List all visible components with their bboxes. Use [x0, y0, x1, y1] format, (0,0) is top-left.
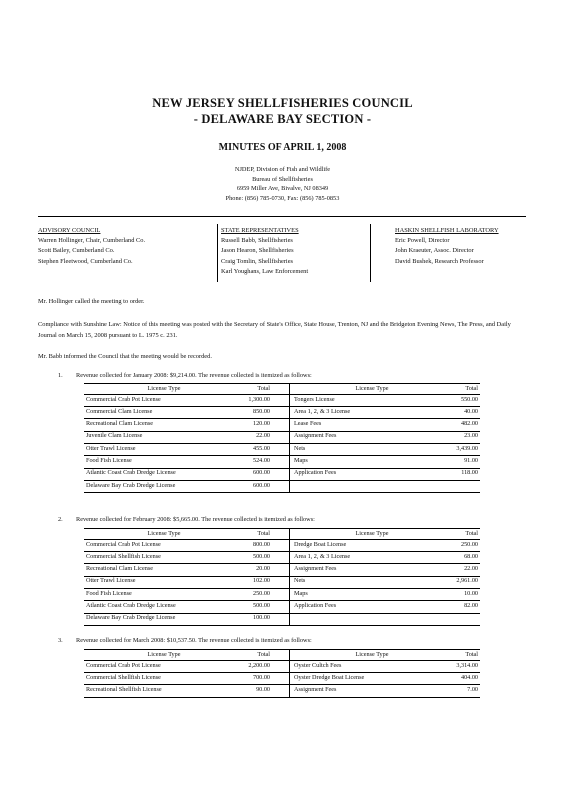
address-line: NJDEP, Division of Fish and Wildlife: [234, 166, 331, 173]
license-type-cell: Commercial Clam License: [86, 407, 153, 415]
total-cell: 2,961.00: [456, 577, 478, 585]
sunshine-law-notice: Compliance with Sunshine Law: Notice of this meeting was posted with the Secretary of State's Office, State House, Trenton, NJ and the Bridgeton Evening News, The Press, and Daily Journal on March 15, 2008 pursuant to L. 1975 c. 231.: [38, 321, 511, 339]
table-row: [84, 456, 480, 469]
column-divider: [217, 224, 218, 282]
license-type-cell: Recreational Clam License: [86, 565, 154, 573]
license-type-cell: Otter Trawl License: [86, 444, 136, 452]
total-cell: 2,200.00: [248, 661, 270, 669]
total-cell: 102.00: [252, 577, 270, 585]
license-type-cell: Juvenile Clam License: [86, 432, 143, 440]
license-type-cell: Food Fish License: [86, 589, 132, 597]
total-cell: 118.00: [461, 469, 478, 477]
header-license-type: License Type: [355, 384, 389, 392]
total-cell: 90.00: [256, 686, 270, 694]
header-license-type: License Type: [355, 650, 389, 658]
table-row: [84, 431, 480, 444]
haskin-lab-column: [395, 226, 499, 267]
license-type-cell: Nets: [294, 444, 306, 452]
total-cell: 20.00: [256, 565, 270, 573]
item-text: Revenue collected for February 2008: $5,665.00. The revenue collected is itemized as follows:: [76, 516, 315, 523]
total-cell: 600.00: [252, 469, 270, 477]
header-total: Total: [465, 650, 478, 658]
license-type-cell: Delaware Bay Crab Dredge License: [86, 614, 176, 622]
org-title: NEW JERSEY SHELLFISHERIES COUNCIL: [152, 96, 413, 110]
table-row: [84, 613, 480, 626]
address-line: Phone: (856) 785-0730, Fax: (856) 785-0853: [225, 194, 340, 202]
total-cell: 524.00: [252, 457, 270, 464]
column-heading: HASKIN SHELLFISH LABORATORY: [395, 227, 499, 234]
recording-notice: Mr. Babb informed the Council that the meeting would be recorded.: [38, 353, 212, 360]
total-cell: 82.00: [464, 602, 478, 609]
license-type-cell: Delaware Bay Crab Dredge License: [86, 481, 176, 489]
total-cell: 700.00: [252, 673, 270, 681]
total-cell: 482.00: [460, 420, 478, 428]
member: Jason Hearon, Shellfisheries: [221, 247, 294, 255]
member: Karl Youghans, Law Enforcement: [221, 267, 309, 275]
total-cell: 250.00: [460, 540, 478, 548]
divider: [38, 216, 526, 217]
total-cell: 455.00: [252, 444, 270, 452]
total-cell: 850.00: [252, 407, 270, 415]
total-cell: 550.00: [460, 395, 478, 403]
item-number: 2.: [58, 516, 63, 523]
member: Eric Powell, Director: [395, 237, 450, 245]
total-cell: 120.00: [252, 420, 270, 428]
member: John Kraeuter, Assoc. Director: [395, 247, 474, 255]
total-cell: 800.00: [252, 540, 270, 548]
license-type-cell: Application Fees: [294, 602, 337, 609]
table-row: [84, 443, 480, 456]
item-number: 3.: [58, 637, 63, 644]
license-type-cell: Assignment Fees: [294, 686, 337, 694]
table-row: [84, 419, 480, 432]
header-license-type: License Type: [147, 384, 181, 392]
total-cell: 91.00: [464, 457, 478, 464]
license-type-cell: Maps: [294, 589, 308, 597]
total-cell: 3,439.00: [456, 444, 478, 452]
item-number: 1.: [58, 372, 63, 379]
header-license-type: License Type: [147, 650, 181, 658]
license-type-cell: Application Fees: [294, 469, 337, 477]
address-line: 6959 Miller Ave, Bivalve, NJ 08349: [236, 185, 329, 192]
column-divider: [370, 224, 371, 282]
total-cell: 250.00: [252, 589, 270, 597]
total-cell: 68.00: [464, 552, 478, 560]
member: David Bushek, Research Professor: [395, 257, 484, 265]
license-type-cell: Food Fish License: [86, 457, 132, 464]
license-type-cell: Commercial Crab Pot License: [86, 395, 161, 403]
license-type-cell: Maps: [294, 457, 308, 464]
total-cell: 10.00: [464, 589, 478, 597]
item-text: Revenue collected for March 2008: $10,537.50. The revenue collected is itemized as follows:: [76, 637, 312, 644]
license-type-cell: Commercial Crab Pot License: [86, 540, 161, 548]
total-cell: 7.00: [467, 686, 478, 694]
license-type-cell: Atlantic Coast Crab Dredge License: [86, 602, 176, 609]
header-total: Total: [465, 384, 478, 392]
license-type-cell: Commercial Shellfish License: [86, 552, 161, 560]
table-column-divider: [289, 649, 290, 697]
license-type-cell: Assignment Fees: [294, 565, 337, 573]
license-type-cell: Otter Trawl License: [86, 577, 136, 585]
table-row: [84, 576, 480, 589]
license-type-cell: Dredge Boat License: [294, 540, 347, 548]
column-heading: ADVISORY COUNCIL: [38, 227, 101, 234]
header-total: Total: [465, 529, 478, 537]
total-cell: 404.00: [460, 673, 478, 681]
total-cell: 40.00: [464, 407, 478, 415]
table-row: [84, 468, 480, 481]
license-type-cell: Recreational Shellfish License: [86, 686, 162, 694]
license-type-cell: Atlantic Coast Crab Dredge License: [86, 469, 176, 477]
total-cell: 1,300.00: [248, 395, 270, 403]
total-cell: 500.00: [252, 602, 270, 609]
member: Craig Tomlin, Shellfisheries: [221, 257, 294, 265]
license-type-cell: Assignment Fees: [294, 432, 337, 440]
table-row: [84, 551, 480, 564]
total-cell: 22.00: [464, 565, 478, 573]
table-row: [84, 672, 480, 685]
item-text: Revenue collected for January 2008: $9,214.00. The revenue collected is itemized as follows:: [76, 372, 312, 379]
table-row: [84, 480, 480, 493]
total-cell: 100.00: [252, 614, 270, 622]
total-cell: 23.00: [464, 432, 478, 440]
address-block: [0, 165, 565, 203]
license-type-cell: Recreational Clam License: [86, 420, 154, 428]
header-total: Total: [257, 650, 270, 658]
table-column-divider: [289, 383, 290, 492]
call-to-order: Mr. Hollinger called the meeting to order.: [38, 298, 145, 305]
address-line: Bureau of Shellfisheries: [252, 175, 313, 183]
state-representatives-column: [221, 226, 308, 277]
table-row: [84, 660, 480, 673]
advisory-council-column: [38, 226, 145, 267]
total-cell: 22.00: [256, 432, 270, 440]
table-row: [84, 588, 480, 601]
license-type-cell: Oyster Dredge Boat License: [294, 673, 365, 681]
member: Warren Hollinger, Chair, Cumberland Co.: [38, 237, 146, 245]
header-total: Total: [257, 384, 270, 392]
minutes-title: MINUTES OF APRIL 1, 2008: [218, 142, 347, 153]
member: Scott Bailey, Cumberland Co.: [38, 247, 115, 255]
license-type-cell: Oyster Cultch Fees: [294, 661, 342, 669]
license-type-cell: Area 1, 2, & 3 License: [294, 552, 351, 560]
column-heading: STATE REPRESENTATIVES: [221, 227, 299, 234]
header-license-type: License Type: [147, 529, 181, 537]
member: Russell Babb, Shellfisheries: [221, 237, 293, 245]
table-row: [84, 601, 480, 614]
table-row: [84, 539, 480, 552]
table-column-divider: [289, 528, 290, 625]
member: Stephen Fleetwood, Cumberland Co.: [38, 257, 133, 265]
table-row: [84, 406, 480, 419]
total-cell: 500.00: [252, 552, 270, 560]
license-type-cell: Commercial Crab Pot License: [86, 661, 161, 669]
table-row: [84, 394, 480, 407]
header-total: Total: [257, 529, 270, 537]
table-row: [84, 685, 480, 698]
license-type-cell: Commercial Shellfish License: [86, 673, 161, 681]
license-type-cell: Lease Fees: [294, 420, 322, 428]
total-cell: 3,314.00: [456, 661, 478, 669]
license-type-cell: Tongers License: [294, 395, 335, 403]
table-row: [84, 564, 480, 577]
total-cell: 600.00: [252, 481, 270, 489]
header-license-type: License Type: [355, 529, 389, 537]
license-type-cell: Area 1, 2, & 3 License: [294, 407, 351, 415]
license-type-cell: Nets: [294, 577, 306, 585]
section-title: - DELAWARE BAY SECTION -: [193, 112, 372, 126]
